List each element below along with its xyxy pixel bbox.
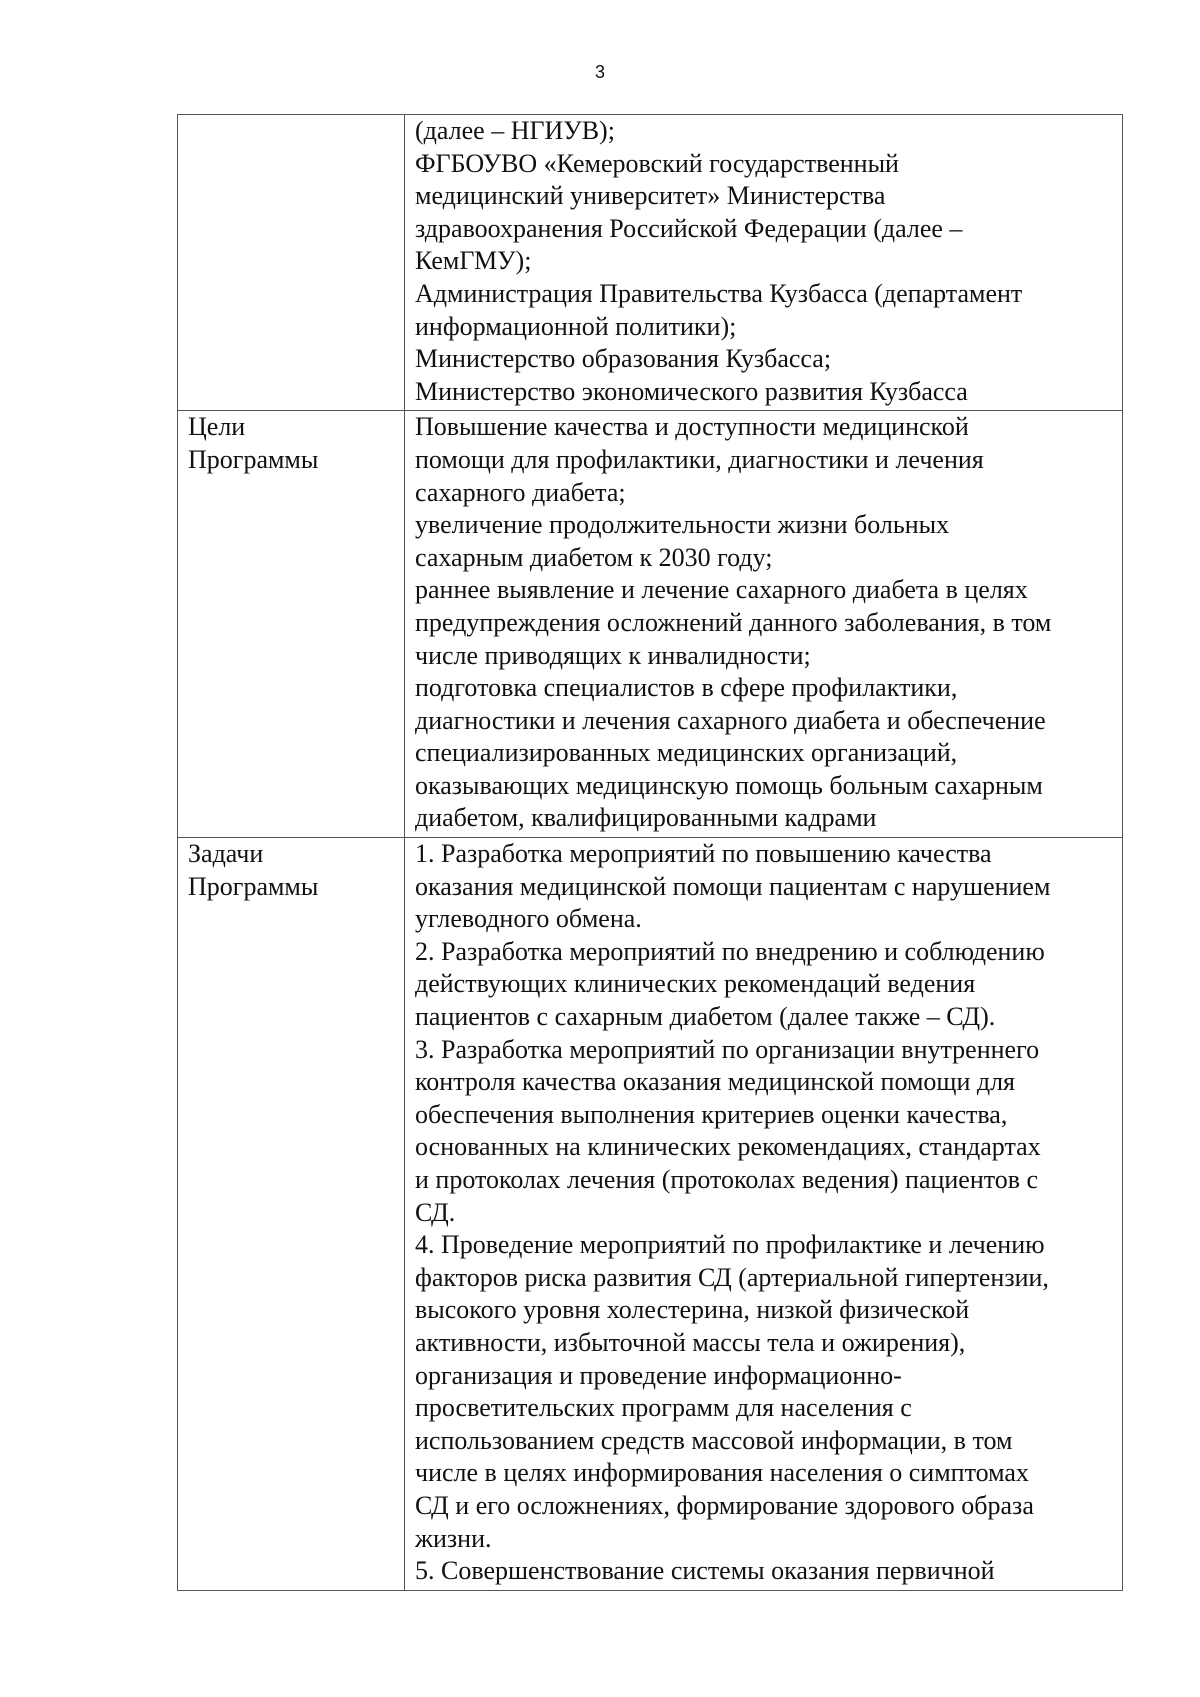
text-line: раннее выявление и лечение сахарного диабета в целях [415,575,1028,605]
text-line: диабетом, квалифицированными кадрами [415,803,877,833]
text-line: пациентов с сахарным диабетом (далее также – СД). [415,1002,996,1032]
row-label: Цели [188,412,246,442]
text-line: подготовка специалистов в сфере профилактики, [415,673,958,703]
text-line: Администрация Правительства Кузбасса (департамент [415,278,1023,308]
text-line: организация и проведение информационно- [415,1360,902,1390]
row-label: Задачи [188,839,264,869]
text-line: здравоохранения Российской Федерации (далее – [415,213,963,243]
text-line: ФГБОУВО «Кемеровский государственный [415,148,899,178]
text-line: (далее – НГИУВ); [415,116,615,145]
row-label-cell [178,115,405,411]
text-line: предупреждения осложнений данного заболевания, в том [415,607,1052,637]
page-number: 3 [594,62,605,82]
text-line: Повышение качества и доступности медицинской [415,412,969,442]
text-line: увеличение продолжительности жизни больных [415,510,950,540]
text-line: обеспечения выполнения критериев оценки качества, [415,1099,1008,1129]
row-label-cell [178,411,405,838]
text-line: информационной политики); [415,311,737,341]
text-line: 2. Разработка мероприятий по внедрению и соблюдению [415,936,1045,966]
text-line: КемГМУ); [415,246,532,276]
text-line: и протоколах лечения (протоколах ведения) пациентов с [415,1165,1039,1194]
text-line: специализированных медицинских организаций, [415,738,958,768]
text-line: жизни. [415,1523,492,1553]
text-line: сахарного диабета; [415,477,626,507]
text-line: СД и его осложнениях, формирование здорового образа [415,1490,1034,1520]
text-line: СД. [415,1197,456,1227]
text-line: Министерство образования Кузбасса; [415,344,832,374]
text-line: 5. Совершенствование системы оказания первичной [415,1556,995,1586]
text-line: 3. Разработка мероприятий по организации внутреннего [415,1034,1040,1064]
text-line: высокого уровня холестерина, низкой физической [415,1295,970,1325]
text-line: оказывающих медицинскую помощь больным сахарным [415,770,1043,800]
text-line: числе в целях информирования населения о симптомах [415,1458,1029,1488]
row-label: Программы [188,871,319,901]
table-row-participants [178,115,1123,411]
text-line: числе приводящих к инвалидности; [415,640,811,670]
text-line: контроля качества оказания медицинской помощи для [415,1067,1016,1097]
text-line: диагностики и лечения сахарного диабета и обеспечение [415,705,1046,735]
text-line: основанных на клинических рекомендациях, стандартах [415,1132,1041,1162]
text-line: Министерство экономического развития Кузбасса [415,376,968,406]
text-line: действующих клинических рекомендаций ведения [415,969,976,999]
text-line: оказания медицинской помощи пациентам с нарушением [415,871,1051,901]
row-label: Программы [188,444,319,474]
text-line: просветительских программ для населения с [415,1393,912,1423]
table-row-tasks [178,838,1123,1591]
text-line: 1. Разработка мероприятий по повышению качества [415,839,992,869]
text-line: 4. Проведение мероприятий по профилактике и лечению [415,1230,1045,1260]
text-line: помощи для профилактики, диагностики и лечения [415,444,984,474]
program-passport-table [177,114,1123,1591]
row-content-cell [405,411,1123,838]
text-line: использованием средств массовой информации, в том [415,1425,1013,1455]
row-label-cell [178,838,405,1591]
table-row-goals [178,411,1123,838]
row-content-cell [405,115,1123,411]
text-line: углеводного обмена. [415,904,642,934]
text-line: факторов риска развития СД (артериальной гипертензии, [415,1262,1049,1292]
text-line: медицинский университет» Министерства [415,181,886,211]
row-content-cell [405,838,1123,1591]
text-line: сахарным диабетом к 2030 году; [415,542,773,572]
text-line: активности, избыточной массы тела и ожирения), [415,1327,966,1357]
